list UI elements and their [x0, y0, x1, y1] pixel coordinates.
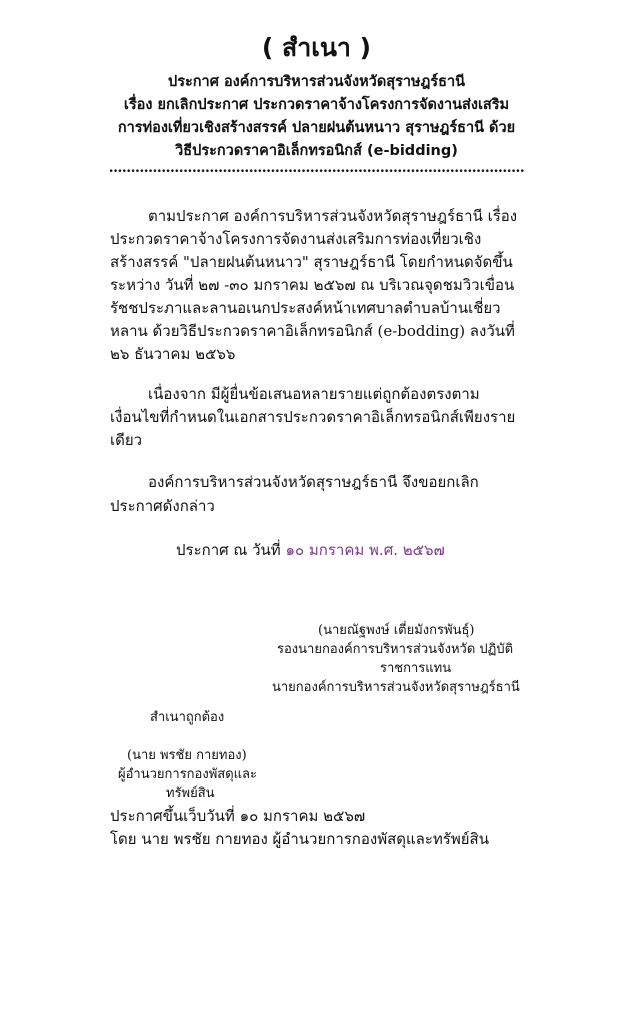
header-line-3: การท่องเที่ยวเชิงสร้างสรรค์ ปลายฝนต้นหนาว สุราษฎร์ธานี ด้วย — [117, 120, 516, 136]
document-title: ( สำเนา ) — [261, 33, 372, 62]
footer-posted-by: โดย นาย พรชัย กายทอง ผู้อำนวยการกองพัสดุและทรัพย์สิน — [110, 830, 489, 848]
separator: ............................................................................................... — [108, 160, 525, 176]
certifier-position-line-1: ผู้อำนวยการกองพัสดุและ — [118, 767, 257, 782]
paragraph-1-line-2: ประกวดราคาจ้างโครงการจัดงานส่งเสริมการท่องเที่ยวเชิง — [110, 230, 482, 248]
paragraph-2-line-3: เดียว — [110, 431, 143, 449]
announcement-date-line — [176, 538, 445, 562]
signer-position-line-1: รองนายกองค์การบริหารส่วนจังหวัด ปฏิบัติ — [277, 642, 514, 657]
paragraph-1-line-6: หลาน ด้วยวิธีประกวดราคาอิเล็กทรอนิกส์ (e-bodding) ลงวันที่ — [110, 322, 515, 340]
signer-position-line-3: นายกองค์การบริหารส่วนจังหวัดสุราษฎร์ธานี — [272, 680, 520, 695]
paragraph-2-line-2: เงื่อนไขที่กำหนดในเอกสารประกวดราคาอิเล็กทรอนิกส์เพียงราย — [110, 408, 516, 426]
paragraph-1-line-5: รัชชประภาและลานอเนกประสงค์หน้าเทศบาลตำบลบ้านเชี่ยว — [110, 299, 501, 317]
paragraph-1-line-7: ๒๖ ธันวาคม ๒๕๖๖ — [110, 345, 236, 363]
header-line-2: เรื่อง ยกเลิกประกาศ ประกวดราคาจ้างโครงการจัดงานส่งเสริม — [123, 97, 510, 113]
paragraph-1-line-1: ตามประกาศ องค์การบริหารส่วนจังหวัดสุราษฎร์ธานี เรื่อง — [148, 207, 518, 225]
paragraph-3-line-2: ประกาศดังกล่าว — [110, 497, 215, 515]
certifier-name: (นาย พรชัย กายทอง) — [127, 748, 247, 763]
footer-posted-date: ประกาศขึ้นเว็บวันที่ ๑๐ มกราคม ๒๕๖๗ — [110, 807, 366, 825]
certified-label: สำเนาถูกต้อง — [150, 710, 225, 725]
header-line-1: ประกาศ องค์การบริหารส่วนจังหวัดสุราษฎร์ธานี — [168, 74, 465, 90]
paragraph-1-line-3: สร้างสรรค์ "ปลายฝนต้นหนาว" สุราษฎร์ธานี โดยกำหนดจัดขึ้น — [110, 253, 513, 271]
signer-name: (นายณัฐพงษ์ เตี่ยมังกรพันธุ์) — [318, 623, 475, 638]
announcement-prefix: ประกาศ ณ วันที่ — [176, 541, 286, 559]
announcement-date: ๑๐ มกราคม พ.ศ. ๒๕๖๗ — [285, 541, 445, 559]
paragraph-2-line-1: เนื่องจาก มีผู้ยื่นข้อเสนอหลายรายแต่ถูกต้องตรงตาม — [148, 385, 480, 403]
paragraph-3-line-1: องค์การบริหารส่วนจังหวัดสุราษฎร์ธานี จึงขอยกเลิก — [148, 473, 479, 491]
header-line-4: วิธีประกวดราคาอิเล็กทรอนิกส์ (e-bidding) — [175, 143, 458, 159]
paragraph-1-line-4: ระหว่าง วันที่ ๒๗ -๓๐ มกราคม ๒๕๖๗ ณ บริเวณจุดชมวิวเขื่อน — [110, 276, 515, 294]
signer-position-line-2: ราชการแทน — [380, 661, 452, 676]
certifier-position-line-2: ทรัพย์สิน — [166, 786, 215, 801]
